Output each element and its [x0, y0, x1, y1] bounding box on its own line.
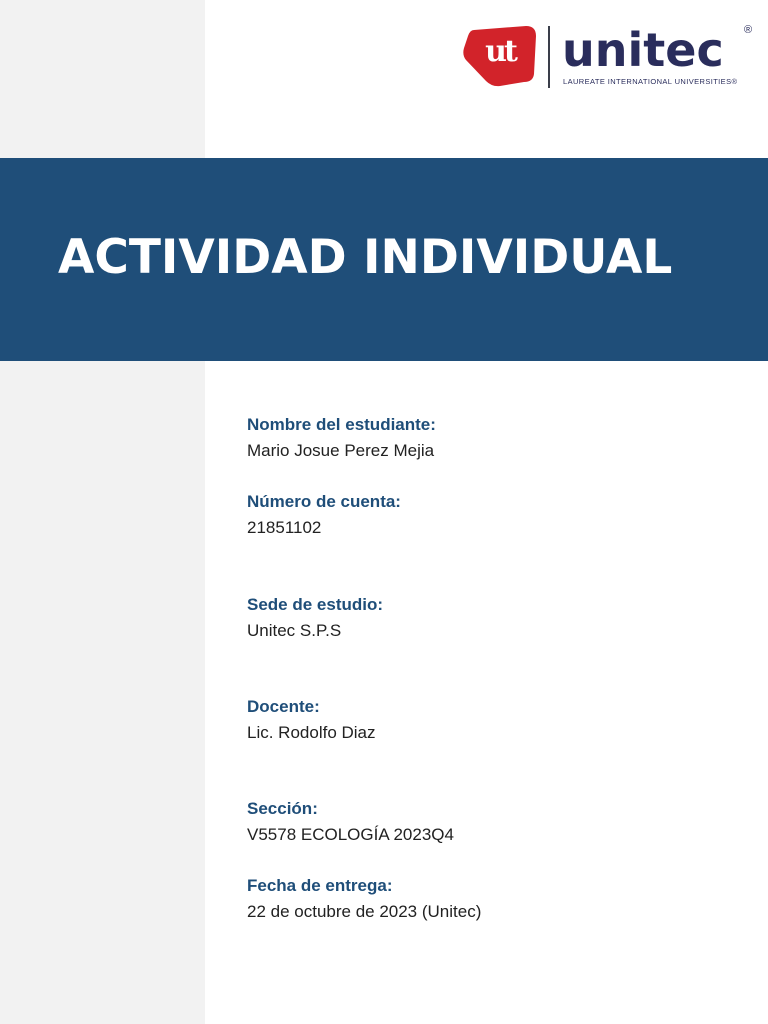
field-campus [247, 592, 383, 644]
unitec-logo [458, 22, 758, 94]
logo-divider [548, 26, 550, 88]
field-label: Número de cuenta: [247, 492, 401, 511]
field-label: Fecha de entrega: [247, 876, 393, 895]
field-value: 21851102 [247, 518, 322, 537]
logo-tagline: LAUREATE INTERNATIONAL UNIVERSITIES® [563, 77, 738, 86]
field-value: V5578 ECOLOGÍA 2023Q4 [247, 825, 454, 844]
field-due-date [247, 873, 481, 925]
logo-mark-text: ut [485, 34, 515, 69]
field-teacher [247, 694, 376, 746]
field-value: Mario Josue Perez Mejia [247, 441, 435, 460]
page-title: ACTIVIDAD INDIVIDUAL [58, 230, 673, 285]
field-value: 22 de octubre de 2023 (Unitec) [247, 902, 482, 921]
field-label: Sede de estudio: [247, 595, 384, 614]
field-student-name [247, 412, 436, 464]
field-value: Lic. Rodolfo Diaz [247, 723, 376, 742]
field-section [247, 796, 454, 848]
field-account-number [247, 489, 401, 541]
title-banner [0, 158, 768, 361]
field-value: Unitec S.P.S [247, 621, 342, 640]
field-label: Docente: [247, 697, 320, 716]
logo-registered-mark: ® [744, 24, 753, 36]
field-label: Nombre del estudiante: [247, 415, 436, 434]
field-label: Sección: [247, 799, 318, 818]
side-strip [0, 0, 205, 1024]
logo-wordmark: unitec [562, 23, 724, 77]
